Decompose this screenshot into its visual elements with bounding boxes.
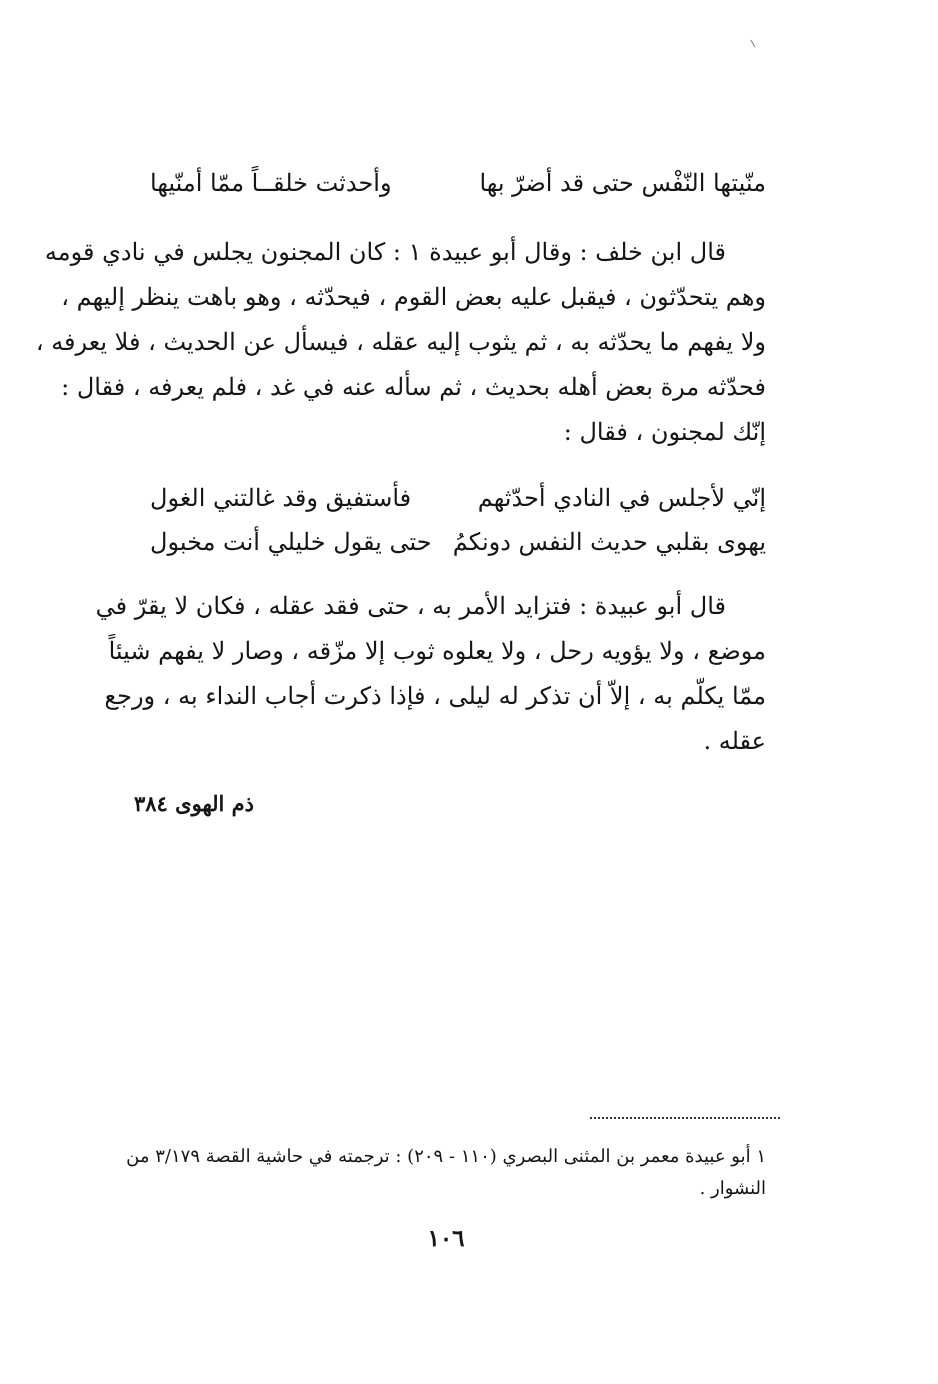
verse-first-hemistich: يهوى بقلبي حديث النفس دونكمُ (452, 528, 766, 556)
paragraph-narration (95, 584, 766, 764)
verse-first-hemistich: إنّي لأجلس في النادي أحدّثهم (477, 484, 766, 512)
opening-verse-second-hemistich: وأحدثت خلقــاً ممّا أمنّيها (150, 169, 392, 197)
text-line: ممّا يكلّم به ، إلاّ أن تذكر له ليلى ، فإذا ذكرت أجاب النداء به ، ورجع (104, 682, 766, 710)
source-reference: ذم الهوى ٣٨٤ (134, 791, 255, 816)
text-line: وهم يتحدّثون ، فيقبل عليه بعض القوم ، فيحدّثه ، وهو باهت ينظر إليهم ، (61, 283, 766, 311)
text-line: موضع ، ولا يؤويه رحل ، ولا يعلوه ثوب إلا مزّقه ، وصار لا يفهم شيئاً (108, 637, 766, 665)
paragraph-narration (35, 230, 766, 455)
page-number: ١٠٦ (427, 1225, 465, 1252)
text-line: ولا يفهم ما يحدّثه به ، ثم يثوب إليه عقله ، فيسأل عن الحديث ، فلا يعرفه ، (35, 328, 766, 356)
poem-verse (150, 522, 766, 562)
footnote-line: النشوار . (699, 1178, 766, 1199)
text-line: قال أبو عبيدة : فتزايد الأمر به ، حتى فقد عقله ، فكان لا يقرّ في (95, 592, 726, 620)
verse-second-hemistich: فأستفيق وقد غالتني الغول (150, 484, 412, 512)
text-line: قال ابن خلف : وقال أبو عبيدة ١ : كان المجنون يجلس في نادي قومه (44, 238, 726, 266)
footnote-line: ١ أبو عبيدة معمر بن المثنى البصري (١١٠ - ٢٠٩) : ترجمته في حاشية القصة ٣/١٧٩ من (126, 1146, 766, 1167)
footnote (104, 1141, 766, 1205)
poem-verse (150, 478, 766, 518)
opening-verse-first-hemistich: منّيتها النّفْس حتى قد أضرّ بها (479, 169, 766, 197)
text-line: فحدّثه مرة بعض أهله بحديث ، ثم سأله عنه في غد ، فلم يعرفه ، فقال : (61, 373, 766, 401)
opening-verse (150, 163, 766, 203)
scan-speck (750, 37, 760, 47)
verse-second-hemistich: حتى يقول خليلي أنت مخبول (150, 528, 432, 556)
footnote-divider (590, 1117, 780, 1119)
text-line: إنّك لمجنون ، فقال : (563, 418, 766, 446)
text-line: عقله . (703, 727, 766, 755)
